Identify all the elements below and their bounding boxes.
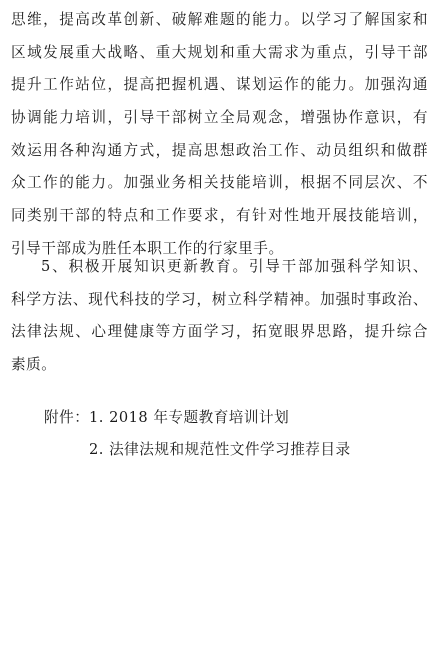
text-line: 法律法规、心理健康等方面学习，拓宽眼界思路，提升综合	[11, 323, 428, 341]
text-line: 引导干部成为胜任本职工作的行家里手。	[11, 239, 284, 257]
paragraph-training-abilities	[11, 4, 428, 266]
text-line: 众工作的能力。加强业务相关技能培训，根据不同层次、不	[11, 174, 428, 192]
text-line: 科学方法、现代科技的学习，树立科学精神。加强时事政治、	[11, 290, 428, 308]
text-line: 同类别干部的特点和工作要求，有针对性地开展技能培训，	[11, 207, 428, 225]
attachments-label: 附件：	[44, 409, 90, 426]
text-line: 协调能力培训，引导干部树立全局观念，增强协作意识，有	[11, 109, 428, 127]
attachment-item-1: 1. 2018 年专题教育培训计划	[89, 409, 290, 426]
text-line: 素质。	[11, 356, 57, 374]
text-line: 提升工作站位，提高把握机遇、谋划运作的能力。加强沟通	[11, 76, 428, 94]
text-line: 区域发展重大战略、重大规划和重大需求为重点，引导干部	[11, 43, 428, 61]
attachment-item-2: 2. 法律法规和规范性文件学习推荐目录	[89, 441, 351, 458]
text-line: 效运用各种沟通方式，提高思想政治工作、动员组织和做群	[11, 141, 428, 159]
text-line: 思维，提高改革创新、破解难题的能力。以学习了解国家和	[11, 11, 428, 28]
text-line: 5、积极开展知识更新教育。引导干部加强科学知识、	[41, 258, 428, 275]
paragraph-knowledge-update	[11, 251, 428, 382]
